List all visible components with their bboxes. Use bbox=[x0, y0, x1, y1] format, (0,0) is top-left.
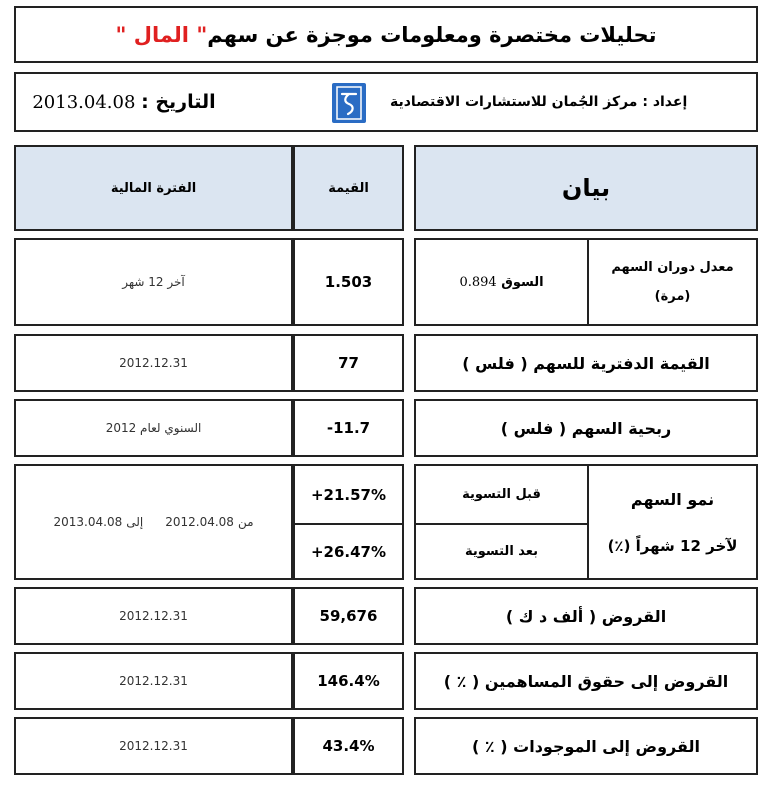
loans-assets-period: 2012.12.31 bbox=[119, 739, 188, 753]
date-value: 2013.04.08 bbox=[32, 91, 136, 113]
book-label: القيمة الدفترية للسهم ( فلس ) bbox=[462, 353, 710, 373]
loans-period-cell bbox=[14, 587, 293, 645]
header-value: القيمة bbox=[328, 180, 369, 196]
growth-period-cell bbox=[14, 464, 293, 580]
header-period: الفترة المالية bbox=[110, 180, 197, 196]
growth-sub-label: لآخر 12 شهراً (٪) bbox=[607, 536, 738, 555]
loans-equity-period-cell bbox=[14, 652, 293, 710]
header-item: بيان bbox=[561, 174, 611, 202]
loans-period: 2012.12.31 bbox=[119, 609, 188, 623]
turnover-period: آخر 12 شهر bbox=[122, 275, 185, 289]
eps-label-cell bbox=[414, 399, 758, 457]
report-date bbox=[24, 74, 224, 130]
header-period-cell bbox=[14, 145, 293, 231]
loans-label: القروض ( ألف د ك ) bbox=[505, 606, 667, 626]
header-item-cell bbox=[414, 145, 758, 231]
header-value-cell bbox=[293, 145, 404, 231]
turnover-unit: (مرة) bbox=[654, 289, 691, 304]
book-value: 77 bbox=[338, 354, 359, 372]
book-value-cell bbox=[293, 334, 404, 392]
growth-to-label: إلى bbox=[126, 515, 144, 529]
growth-from-date: 2012.04.08 bbox=[165, 515, 234, 529]
loans-assets-value: 43.4% bbox=[322, 737, 375, 755]
company-logo bbox=[332, 83, 366, 123]
turnover-period-cell bbox=[14, 238, 293, 326]
loans-assets-value-cell bbox=[293, 717, 404, 775]
turnover-label-text: معدل دوران السهم bbox=[611, 260, 734, 275]
eps-value: -11.7 bbox=[326, 419, 371, 437]
market-value: 0.894 bbox=[459, 274, 497, 290]
growth-period bbox=[16, 466, 291, 578]
loans-assets-period-cell bbox=[14, 717, 293, 775]
eps-value-cell bbox=[293, 399, 404, 457]
loans-value-cell bbox=[293, 587, 404, 645]
turnover-value: 1.503 bbox=[324, 273, 373, 291]
turnover-label bbox=[589, 240, 756, 324]
loans-value: 59,676 bbox=[319, 607, 378, 625]
market-label: السوق bbox=[501, 274, 544, 290]
title-company: " المال " bbox=[115, 22, 208, 47]
growth-value-cell bbox=[293, 464, 404, 580]
eps-period-cell bbox=[14, 399, 293, 457]
book-period: 2012.12.31 bbox=[119, 356, 188, 370]
growth-before-label: قبل التسوية bbox=[462, 487, 541, 502]
growth-before-value: +21.57% bbox=[310, 485, 387, 504]
loans-equity-value: 146.4% bbox=[317, 672, 380, 690]
book-label-cell bbox=[414, 334, 758, 392]
loans-label-cell bbox=[414, 587, 758, 645]
title-prefix: تحليلات مختصرة ومعلومات موجزة عن سهم bbox=[207, 22, 657, 47]
turnover-market bbox=[416, 240, 587, 324]
loans-assets-label: القروض إلى الموجودات ( ٪ ) bbox=[472, 736, 700, 756]
loans-equity-label-cell bbox=[414, 652, 758, 710]
book-period-cell bbox=[14, 334, 293, 392]
growth-label-cell bbox=[414, 464, 758, 580]
growth-label bbox=[589, 466, 756, 578]
growth-label-text: نمو السهم bbox=[630, 489, 715, 509]
date-label: التاريخ : bbox=[141, 91, 216, 113]
logo-icon bbox=[336, 86, 362, 120]
growth-after-value: +26.47% bbox=[310, 542, 387, 561]
loans-equity-label: القروض إلى حقوق المساهمين ( ٪ ) bbox=[443, 671, 729, 691]
title-box bbox=[14, 6, 758, 63]
loans-equity-period: 2012.12.31 bbox=[119, 674, 188, 688]
prepared-by: إعداد : مركز الجُمان للاستشارات الاقتصادية bbox=[390, 94, 688, 110]
growth-to-date: 2013.04.08 bbox=[53, 515, 123, 529]
eps-period: السنوي لعام 2012 bbox=[105, 421, 202, 435]
turnover-value-cell bbox=[293, 238, 404, 326]
growth-after-label: بعد التسوية bbox=[464, 544, 539, 559]
eps-label: ربحية السهم ( فلس ) bbox=[500, 418, 672, 438]
turnover-label-cell bbox=[414, 238, 758, 326]
growth-from-label: من bbox=[237, 515, 254, 529]
page-title bbox=[16, 8, 756, 61]
loans-equity-value-cell bbox=[293, 652, 404, 710]
loans-assets-label-cell bbox=[414, 717, 758, 775]
